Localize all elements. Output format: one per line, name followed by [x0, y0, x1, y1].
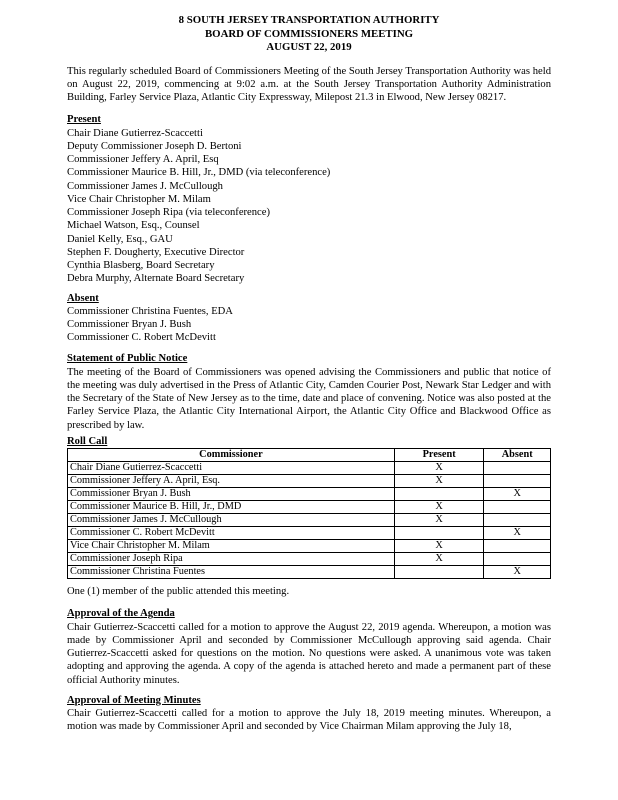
roll-call-rows: [68, 462, 551, 579]
absent-cell: X: [484, 566, 551, 579]
present-cell: X: [394, 462, 484, 475]
absent-attendee: Commissioner Christina Fuentes, EDA: [67, 305, 233, 317]
present-attendee: Commissioner James J. McCullough: [67, 180, 223, 192]
commissioner-cell: Commissioner James J. McCullough: [68, 514, 395, 527]
commissioner-cell: Vice Chair Christopher M. Milam: [68, 540, 395, 553]
minutes-body: Chair Gutierrez-Scaccetti called for a motion to approve the July 18, 2019 meeting minutes. Whereupon, a motion was made by Commissioner April and seconded by Vice Chairman Milam approving the July 18,: [67, 707, 551, 733]
present-attendee: Stephen F. Dougherty, Executive Director: [67, 246, 245, 258]
absent-heading: Absent: [67, 292, 99, 304]
agenda-body: Chair Gutierrez-Scaccetti called for a motion to approve the August 22, 2019 agenda. Whereupon, a motion was made by Commissioner April and seconded by Commissioner McCullough approving said agenda. Chair Gutierrez-Scaccetti asked for questions on the motion. No questions were asked. A unanimous vote was taken adopting and approving the agenda. A copy of the agenda is attached hereto and made a permanent part of these official Authority minutes.: [67, 621, 551, 686]
commissioner-cell: Commissioner Bryan J. Bush: [68, 488, 395, 501]
present-attendee: Chair Diane Gutierrez-Scaccetti: [67, 127, 203, 139]
present-attendee: Commissioner Joseph Ripa (via teleconference): [67, 207, 270, 219]
absent-cell: [484, 514, 551, 527]
present-attendee: Michael Watson, Esq., Counsel: [67, 220, 200, 232]
absent-attendee: Commissioner C. Robert McDevitt: [67, 332, 216, 344]
column-header-present: Present: [394, 449, 484, 462]
commissioner-cell: Commissioner Jeffery A. April, Esq.: [68, 475, 395, 488]
table-row: [68, 501, 551, 514]
present-cell: X: [394, 514, 484, 527]
table-row: [68, 527, 551, 540]
public-notice-heading: Statement of Public Notice: [67, 353, 188, 365]
title-line-date: AUGUST 22, 2019: [266, 41, 352, 54]
roll-call-table: [67, 448, 551, 579]
present-heading: Present: [67, 114, 101, 126]
present-cell: X: [394, 475, 484, 488]
present-cell: [394, 527, 484, 540]
table-row: [68, 566, 551, 579]
commissioner-cell: Commissioner Christina Fuentes: [68, 566, 395, 579]
agenda-heading: Approval of the Agenda: [67, 608, 175, 620]
document-title: [67, 14, 551, 55]
absent-cell: [484, 501, 551, 514]
table-row: [68, 514, 551, 527]
present-cell: [394, 566, 484, 579]
absent-cell: [484, 540, 551, 553]
present-cell: [394, 488, 484, 501]
present-attendee: Deputy Commissioner Joseph D. Bertoni: [67, 140, 242, 152]
roll-call-heading: Roll Call: [67, 435, 108, 447]
public-notice-body: The meeting of the Board of Commissioners was opened advising the Commissioners and public that notice of the meeting was duly advertised in the Press of Atlantic City, Camden Courier Post, Newark Star Ledger and with the Secretary of the State of New Jersey as to the time, date and place of convening. Notice was also posted at the Farley Service Plaza, the Atlantic City International Airport, the Atlantic City Office and Blackwood Office as prescribed by law.: [67, 366, 551, 431]
absent-cell: [484, 462, 551, 475]
present-attendee: Daniel Kelly, Esq., GAU: [67, 233, 173, 245]
present-list: [67, 127, 551, 286]
present-attendee: Cynthia Blasberg, Board Secretary: [67, 260, 215, 272]
title-line-meeting: BOARD OF COMMISSIONERS MEETING: [204, 27, 414, 40]
table-row: [68, 462, 551, 475]
present-attendee: Commissioner Maurice B. Hill, Jr., DMD (via teleconference): [67, 167, 331, 179]
table-row: [68, 475, 551, 488]
absent-cell: [484, 475, 551, 488]
column-header-commissioner: Commissioner: [68, 449, 395, 462]
minutes-heading: Approval of Meeting Minutes: [67, 694, 201, 706]
commissioner-cell: Chair Diane Gutierrez-Scaccetti: [68, 462, 395, 475]
commissioner-cell: Commissioner Maurice B. Hill, Jr., DMD: [68, 501, 395, 514]
roll-call-header-row: [68, 449, 551, 462]
intro-paragraph: This regularly scheduled Board of Commissioners Meeting of the South Jersey Transportation Authority was held on August 22, 2019, commencing at 9:02 a.m. at the South Jersey Transportation Authority Administration Building, Farley Service Plaza, Atlantic City Expressway, Milepost 21.3 in Elwood, New Jersey 08217.: [67, 65, 551, 104]
absent-cell: [484, 553, 551, 566]
absent-cell: X: [484, 488, 551, 501]
absent-attendee: Commissioner Bryan J. Bush: [67, 319, 192, 330]
present-attendee: Vice Chair Christopher M. Milam: [67, 193, 211, 205]
absent-list: [67, 305, 551, 345]
present-cell: X: [394, 501, 484, 514]
commissioner-cell: Commissioner C. Robert McDevitt: [68, 527, 395, 540]
table-row: [68, 553, 551, 566]
present-attendee: Commissioner Jeffery A. April, Esq: [67, 154, 219, 166]
commissioner-cell: Commissioner Joseph Ripa: [68, 553, 395, 566]
absent-cell: X: [484, 527, 551, 540]
table-row: [68, 488, 551, 501]
column-header-absent: Absent: [484, 449, 551, 462]
present-cell: X: [394, 553, 484, 566]
table-row: [68, 540, 551, 553]
present-cell: X: [394, 540, 484, 553]
public-attendance-note: One (1) member of the public attended this meeting.: [67, 586, 290, 598]
title-line-authority: 8 SOUTH JERSEY TRANSPORTATION AUTHORITY: [178, 14, 440, 26]
present-attendee: Debra Murphy, Alternate Board Secretary: [67, 273, 245, 285]
